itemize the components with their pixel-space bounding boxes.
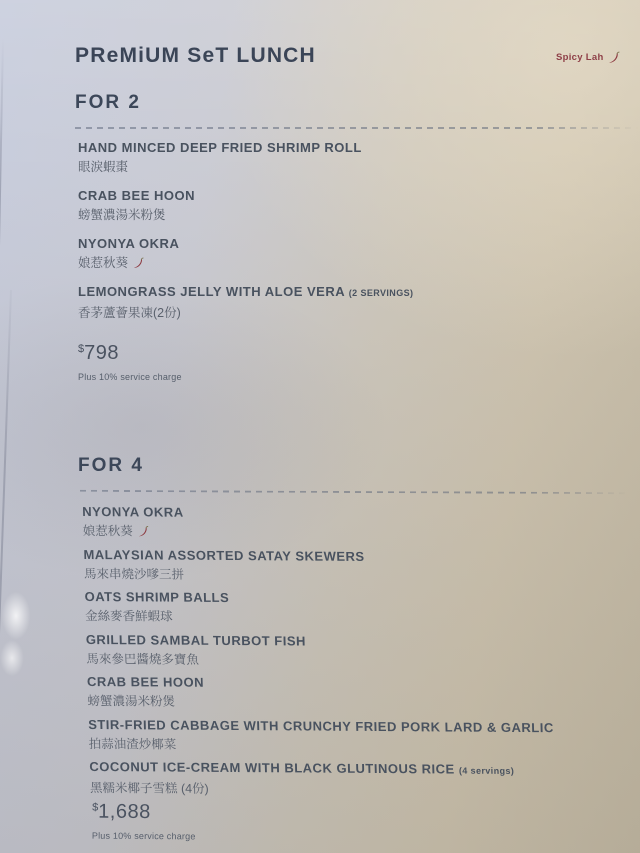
- item-name: MALAYSIAN ASSORTED SATAY SKEWERS: [83, 546, 365, 564]
- menu-item: [87, 673, 632, 713]
- menu-item: [88, 715, 633, 755]
- chili-icon: [138, 525, 149, 537]
- item-name: GRILLED SAMBAL TURBOT FISH: [85, 631, 307, 649]
- menu-item: [82, 503, 627, 543]
- price-value: 798: [84, 342, 119, 364]
- price-block: [92, 801, 196, 842]
- item-name-chinese: 拍蒜油渣炒椰菜: [88, 736, 177, 752]
- item-name-chinese: 娘惹秋葵: [78, 256, 129, 270]
- spicy-lah-text: Spicy Lah: [556, 52, 604, 63]
- item-name: CRAB BEE HOON: [86, 673, 205, 690]
- menu-item: [84, 588, 629, 628]
- service-charge-note: Plus 10% service charge: [78, 372, 182, 382]
- menu-item: [86, 630, 631, 670]
- section-divider: [80, 490, 628, 494]
- item-serving-note: (4 servings): [458, 765, 515, 776]
- item-name: LEMONGRASS JELLY WITH ALOE VERA: [78, 284, 345, 299]
- item-name-chinese: 娘惹秋葵: [82, 523, 134, 539]
- item-name-chinese: 金絲麥香鮮蝦球: [84, 608, 173, 624]
- item-name: NYONYA OKRA: [82, 503, 184, 520]
- item-name: COCONUT ICE-CREAM WITH BLACK GLUTINOUS RICE: [89, 758, 455, 777]
- item-name-chinese: 馬來串燒沙嗲三拼: [83, 566, 185, 582]
- item-name-chinese: 螃蟹濃湯米粉煲: [87, 693, 176, 709]
- item-name: NYONYA OKRA: [78, 236, 180, 251]
- item-name: OATS SHRIMP BALLS: [84, 588, 230, 606]
- item-name-chinese: 螃蟹濃湯米粉煲: [78, 208, 166, 222]
- menu-item: [89, 758, 634, 800]
- item-name-chinese: 黑糯米椰子雪糕 (4份): [89, 780, 209, 796]
- item-name-chinese: 香茅蘆薈果凍(2份): [78, 306, 181, 320]
- price-amount: [92, 801, 196, 825]
- menu-title: PReMiUM SeT LUNCH: [75, 44, 316, 67]
- currency-sign: $: [92, 801, 99, 814]
- item-name: HAND MINCED DEEP FRIED SHRIMP ROLL: [78, 140, 362, 155]
- section-heading: FOR 2: [75, 92, 141, 113]
- item-serving-note: (2 SERVINGS): [348, 288, 414, 298]
- item-name: CRAB BEE HOON: [78, 188, 196, 203]
- menu-item: [83, 545, 628, 585]
- item-name-chinese: 眼淚蝦棗: [78, 160, 129, 174]
- currency-sign: $: [78, 343, 85, 355]
- section-heading: FOR 4: [78, 455, 144, 476]
- service-charge-note: Plus 10% service charge: [91, 830, 196, 842]
- item-name-chinese: 馬來參巴醬燒多寶魚: [86, 651, 200, 667]
- item-list: [82, 503, 634, 806]
- item-name: STIR-FRIED CABBAGE WITH CRUNCHY FRIED PORK LARD & GARLIC: [87, 716, 554, 735]
- price-value: 1,688: [98, 800, 151, 824]
